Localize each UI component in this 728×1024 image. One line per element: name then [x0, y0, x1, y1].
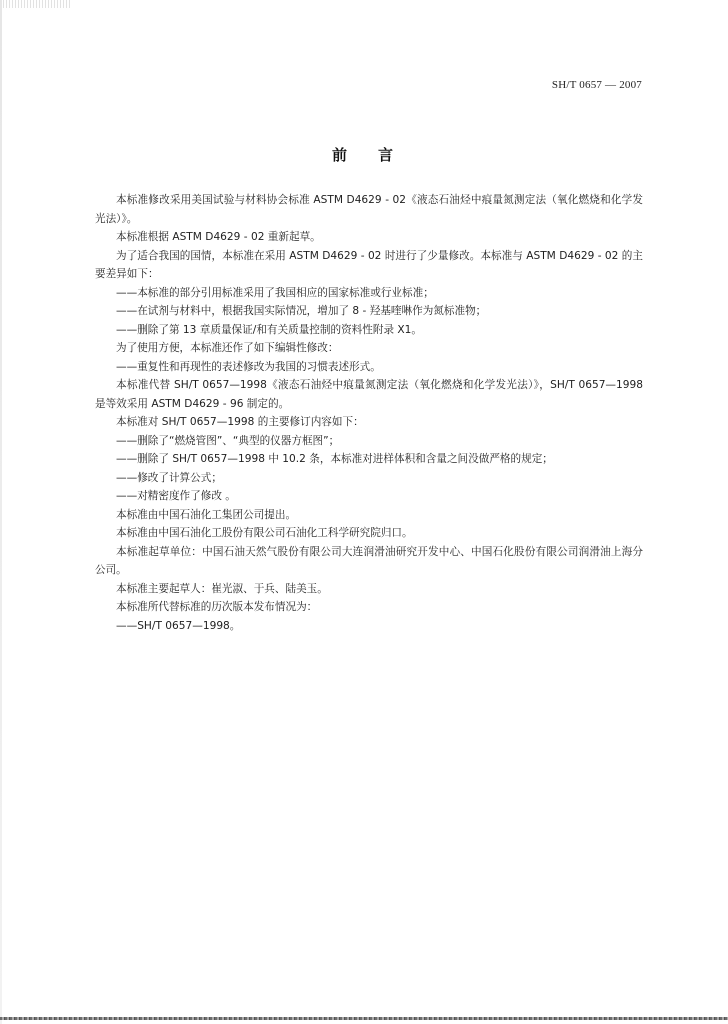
scan-artifact-top	[0, 0, 70, 8]
list-item-revision: ——删除了“燃烧管图”、“典型的仪器方框图”；	[116, 434, 340, 447]
paragraph-adoption: 本标准修改采用美国试验与材料协会标准 ASTM D4629 - 02《液态石油烃中痕量氮测定法（氧化燃烧和化学发光法）》。	[95, 194, 643, 225]
list-item-difference: ——在试剂与材料中，根据我国实际情况，增加了 8 - 羟基喹啉作为氮标准物；	[116, 305, 487, 317]
list-item-revision: ——修改了计算公式；	[116, 471, 222, 484]
paragraph-history-intro: 本标准所代替标准的历次版本发布情况为：	[116, 601, 318, 613]
list-item-difference: ——本标准的部分引用标准采用了我国相应的国家标准或行业标准；	[116, 286, 434, 299]
paragraph-centralized: 本标准由中国石油化工股份有限公司石油化工科学研究院归口。	[116, 527, 413, 539]
list-item-revision: ——对精密度作了修改 。	[116, 490, 236, 502]
list-item-revision: ——删除了 SH/T 0657—1998 中 10.2 条，本标准对进样体积和含量之间没做严格的规定；	[116, 453, 553, 465]
list-item-editorial: ——重复性和再现性的表述修改为我国的习惯表述形式。	[116, 360, 381, 373]
list-item-history: ——SH/T 0657—1998。	[116, 619, 241, 632]
page-title: 前言	[331, 146, 424, 164]
paragraph-drafting-basis: 本标准根据 ASTM D4629 - 02 重新起草。	[116, 231, 321, 243]
foreword-body	[95, 191, 643, 635]
paragraph-drafters: 本标准主要起草人：崔光淑、于兵、陆美玉。	[116, 582, 328, 595]
paragraph-drafting-units: 本标准起草单位：中国石油天然气股份有限公司大连润滑油研究开发中心、中国石化股份有限公司润滑油上海分公司。	[95, 545, 643, 576]
paragraph-proposer: 本标准由中国石油化工集团公司提出。	[116, 508, 297, 521]
paragraph-revisions-intro: 本标准对 SH/T 0657—1998 的主要修订内容如下：	[116, 416, 364, 428]
list-item-difference: ——删除了第 13 章质量保证/和有关质量控制的资料性附录 X1。	[116, 323, 422, 336]
paragraph-editorial-intro: 为了使用方便，本标准还作了如下编辑性修改：	[116, 342, 339, 354]
paragraph-modifications-intro: 为了适合我国的国情，本标准在采用 ASTM D4629 - 02 时进行了少量修改。本标准与 ASTM D4629 - 02 的主要差异如下：	[95, 249, 643, 280]
scan-artifact-bottom	[0, 1017, 728, 1020]
document-code: SH/T 0657 — 2007	[551, 79, 642, 91]
paragraph-replaces: 本标准代替 SH/T 0657—1998《液态石油烃中痕量氮测定法（氧化燃烧和化学发光法）》，SH/T 0657—1998 是等效采用 ASTM D4629 - 96 制定的。	[95, 379, 643, 410]
